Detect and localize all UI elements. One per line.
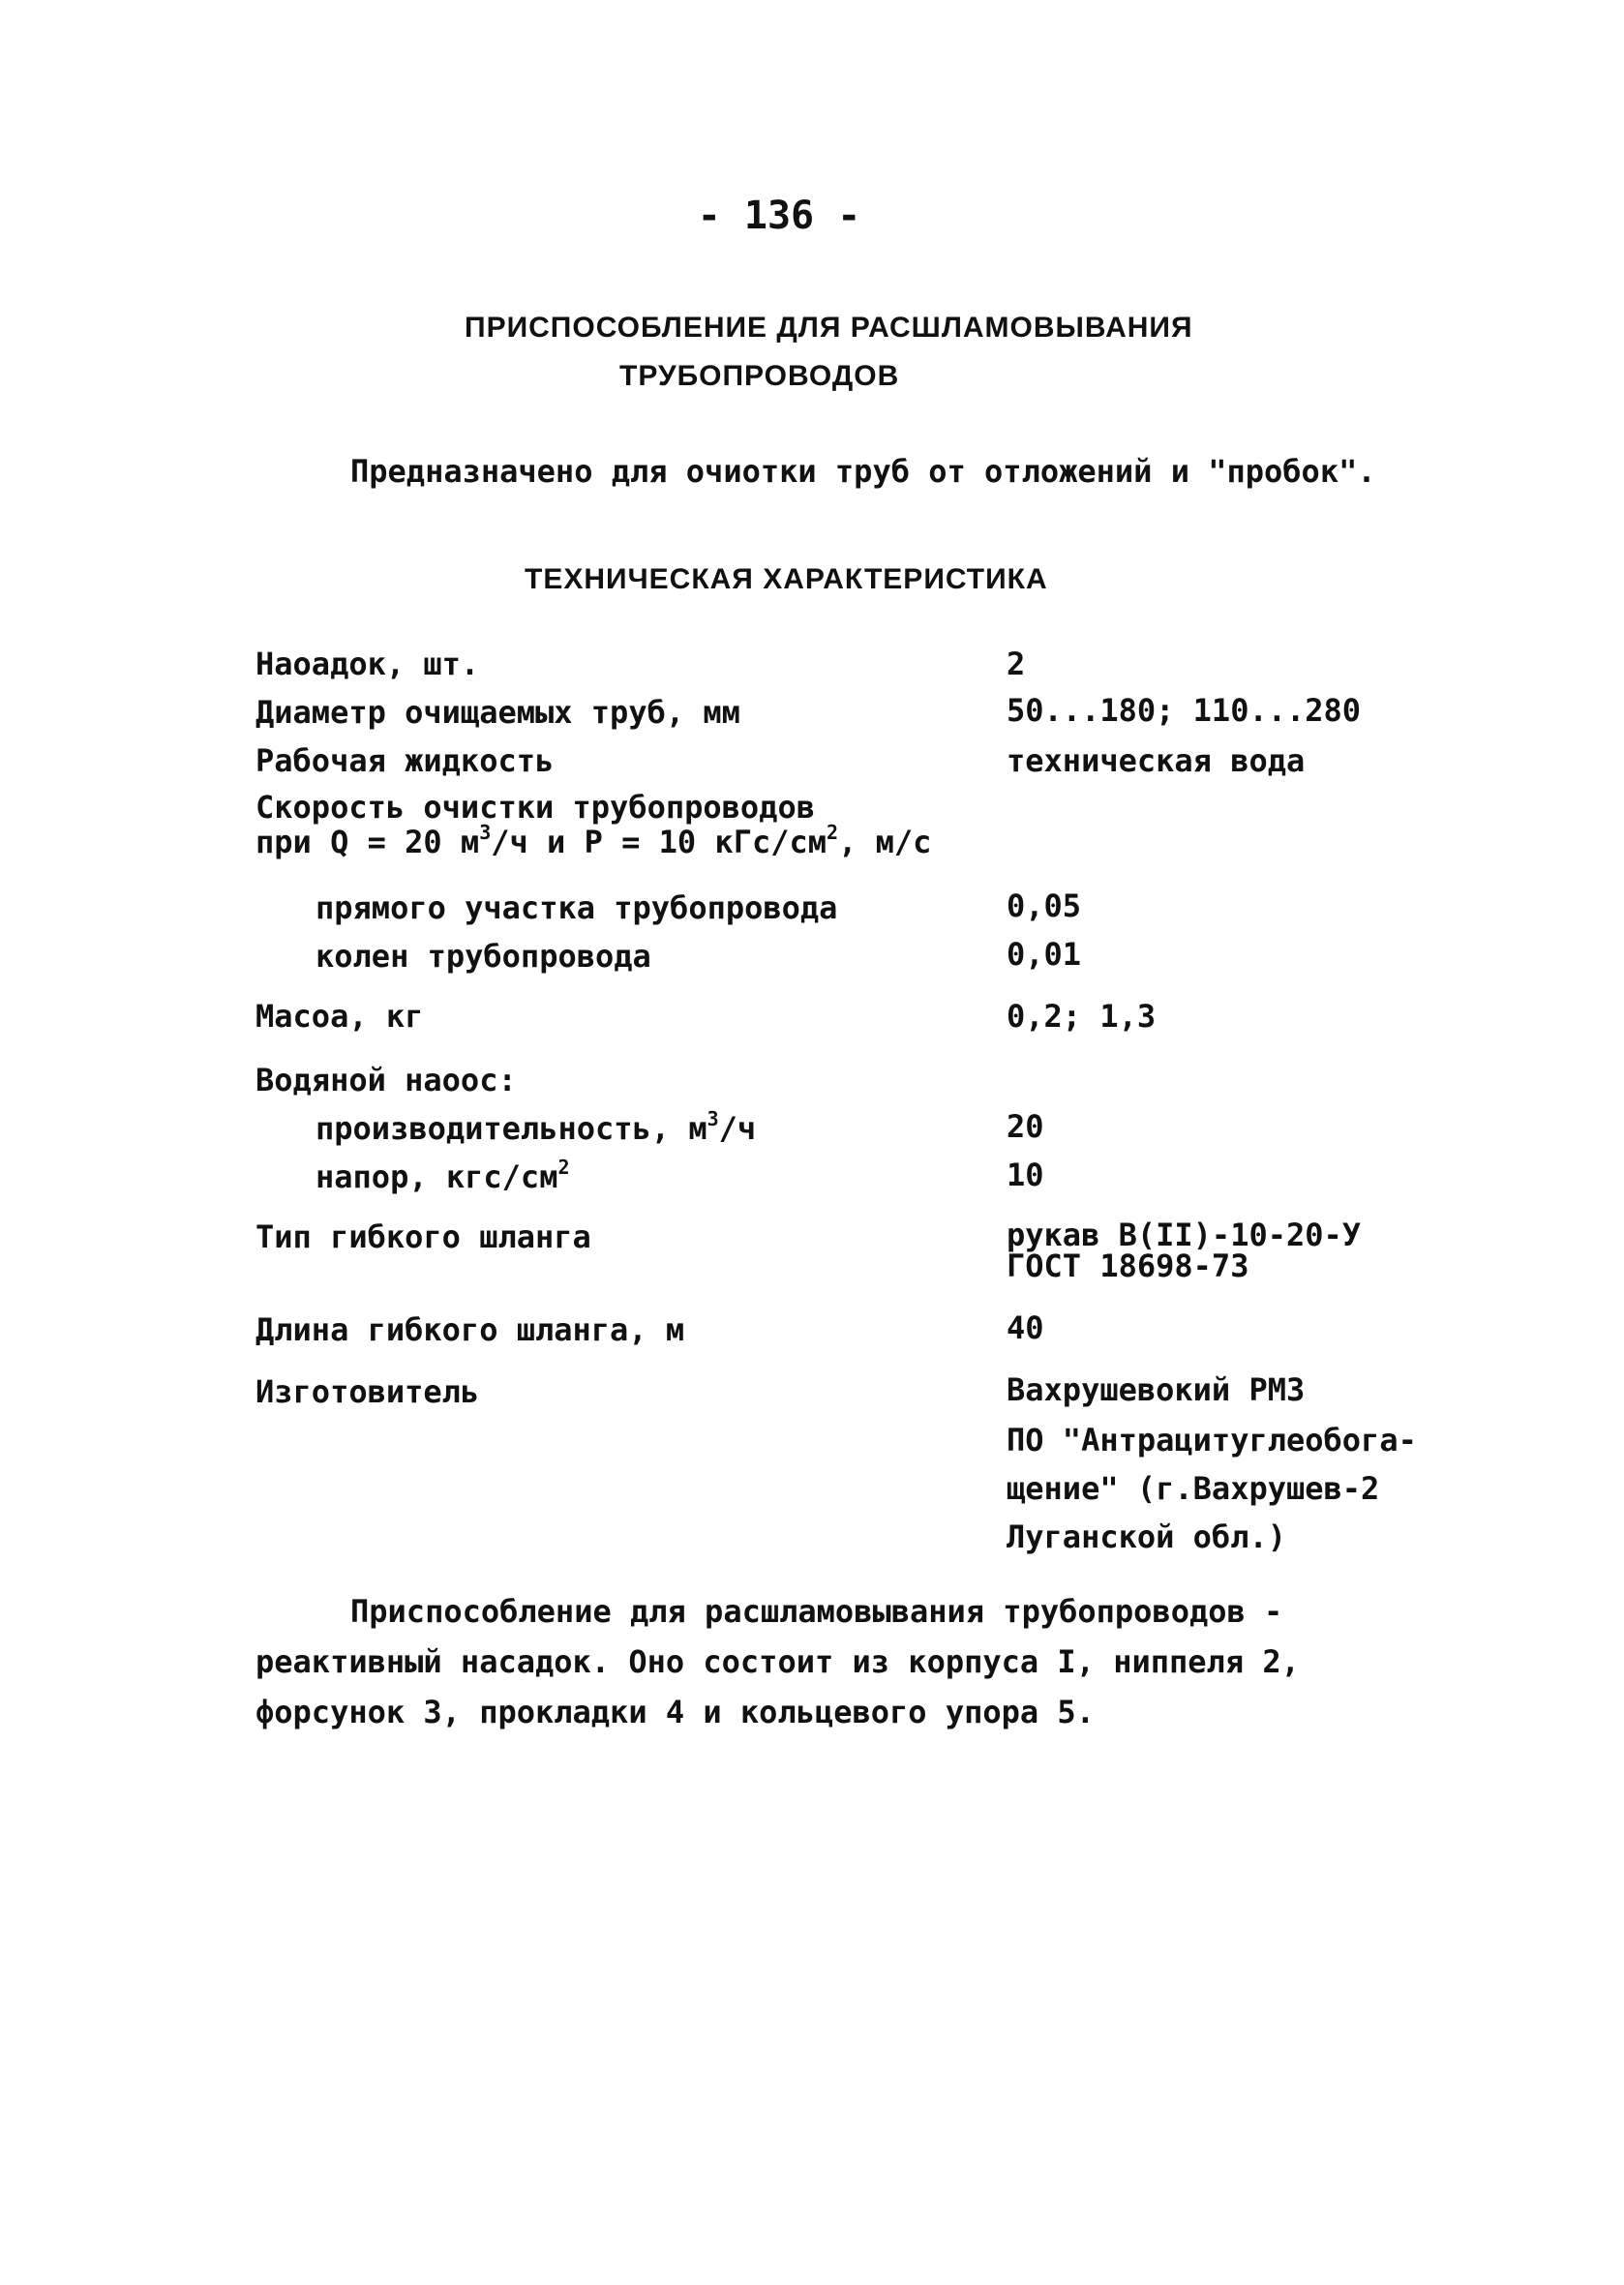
spec-pump-head-label: напор, кгс/$см^2$ (316, 1156, 570, 1195)
purpose-text: Предназначено для очиотки труб от отложений и "пробок". (350, 453, 1376, 490)
spec-diameter-label: Диаметр очищаемых труб, мм (256, 694, 740, 731)
description-line-1: Приспособление для расшламовывания трубопроводов - (350, 1593, 1283, 1630)
spec-speed-bends-label: колен трубопровода (316, 938, 651, 975)
spec-pump-capacity-value: 20 (1007, 1108, 1044, 1145)
spec-diameter-value: 50...180; 110...280 (1007, 692, 1362, 729)
spec-manufacturer-line3: щение" (г.Вахрушев-2 (1007, 1470, 1380, 1507)
spec-pump-capacity-label: производительность, $м^3/ч$ (316, 1107, 757, 1147)
spec-pump-label: Водяной наоос: (256, 1062, 517, 1098)
spec-speed-straight-value: 0,05 (1007, 887, 1082, 924)
spec-speed-label-line1: Скорость очистки трубопроводов (256, 789, 815, 826)
spec-speed-label-line2: при Q = 20 $м^3/ч$ и P = 10 кГс/$см^2$, м/с (256, 821, 932, 860)
spec-manufacturer-label: Изготовитель (256, 1373, 480, 1410)
spec-fluid-value: техническая вода (1007, 742, 1306, 779)
spec-hose-type-value-line1: рукав В(II)-10-20-У (1007, 1217, 1362, 1253)
spec-mass-label: Масоа, кг (256, 998, 424, 1035)
spec-hose-type-value-line2: ГОСТ 18698-73 (1007, 1248, 1249, 1284)
spec-pump-head-value: 10 (1007, 1157, 1044, 1193)
spec-nozzles-label: Наоадок, шт. (256, 646, 480, 682)
spec-hose-length-value: 40 (1007, 1309, 1044, 1346)
description-line-3: форсунок 3, прокладки 4 и кольцевого упора 5. (256, 1694, 1095, 1730)
spec-manufacturer-line4: Луганской обл.) (1007, 1518, 1286, 1555)
spec-speed-straight-label: прямого участка трубопровода (316, 889, 838, 926)
spec-manufacturer-line2: ПО "Антрацитуглеобога- (1007, 1422, 1417, 1458)
spec-hose-length-label: Длина гибкого шланга, м (256, 1311, 685, 1348)
title-line-1: ПРИСПОСОБЛЕНИЕ ДЛЯ РАСШЛАМОВЫВАНИЯ (465, 312, 1193, 344)
page-number: - 136 - (697, 194, 861, 238)
spec-fluid-label: Рабочая жидкость (256, 742, 555, 779)
spec-heading: ТЕХНИЧЕСКАЯ ХАРАКТЕРИСТИКА (525, 563, 1048, 595)
spec-manufacturer-line1: Вахрушевокий РМЗ (1007, 1371, 1306, 1408)
spec-speed-bends-value: 0,01 (1007, 936, 1082, 973)
spec-nozzles-value: 2 (1007, 646, 1026, 682)
spec-mass-value: 0,2; 1,3 (1007, 998, 1157, 1035)
title-line-2: ТРУБОПРОВОДОВ (619, 360, 900, 392)
spec-hose-type-label: Тип гибкого шланга (256, 1218, 591, 1255)
description-line-2: реактивный насадок. Оно состоит из корпуса I, ниппеля 2, (256, 1643, 1300, 1680)
